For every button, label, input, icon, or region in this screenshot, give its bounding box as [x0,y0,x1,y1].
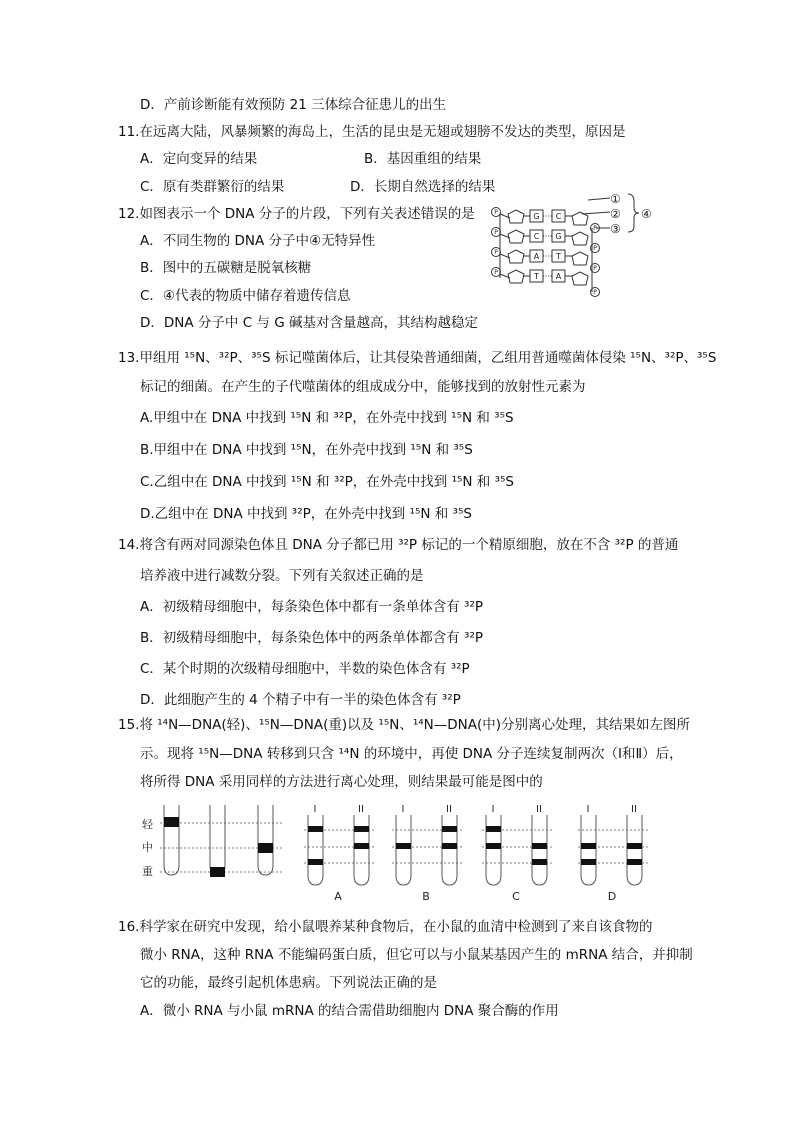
base-label: A [555,272,562,281]
q15-stem-2: 示。现将 ¹⁵N—DNA 转移到只含 ¹⁴N 的环境中，再使 DNA 分子连续复制两次（Ⅰ和Ⅱ）后， [140,746,683,762]
q15-stem-1: 15.将 ¹⁴N—DNA(轻)、¹⁵N—DNA(重)以及 ¹⁵N、¹⁴N—DNA(中)分别离心处理，其结果如左图所 [118,717,691,733]
q11-option-a: A．定向变异的结果 [140,151,258,167]
tube-i-label: I [586,804,590,815]
light-label: 轻 [142,818,153,831]
tube-i-label: I [401,804,405,815]
base-label: G [555,232,562,241]
q14-option-a: A．初级精母细胞中，每条染色体中都有一条单体含有 ³²P [140,599,483,615]
phosphate-label: P [593,245,597,252]
centrifuge-diagram [138,803,658,903]
q16-stem-1: 16.科学家在研究中发现，给小鼠喂养某种食物后，在小鼠的血清中检测到了来自该食物的 [118,919,653,935]
q11-stem: 11.在远离大陆，风暴频繁的海岛上，生活的昆虫是无翅或翅膀不发达的类型，原因是 [118,124,626,140]
phosphate-label: P [494,229,498,236]
label-3: ③ [610,222,621,236]
base-label: C [555,212,562,221]
base-label: T [534,272,539,281]
base-label: G [533,212,540,221]
q13-option-b: B.甲组中在 DNA 中找到 ¹⁵N，在外壳中找到 ¹⁵N 和 ³⁵S [140,442,473,458]
option-d-label: D [607,890,617,903]
q10-option-d: D．产前诊断能有效预防 21 三体综合征患儿的出生 [140,97,447,113]
q12-stem: 12.如图表示一个 DNA 分子的片段，下列有关表述错误的是 [118,206,475,222]
base-label: A [533,252,540,261]
base-label: C [533,232,540,241]
q16-stem-2: 微小 RNA，这种 RNA 不能编码蛋白质，但它可以与小鼠某基因产生的 mRNA 结合，并抑制 [140,947,693,963]
q12-option-c: C．④代表的物质中储存着遗传信息 [140,288,351,304]
q14-stem-2: 培养液中进行减数分裂。下列有关叙述正确的是 [140,568,424,584]
base-label: T [556,252,561,261]
phosphate-label: P [593,225,597,232]
tube-ii-label: II [631,804,637,815]
tube-i-label: I [313,804,317,815]
label-1: ① [610,192,621,206]
q14-option-b: B．初级精母细胞中，每条染色体中的两条单体都含有 ³²P [140,630,484,646]
heavy-label: 重 [142,865,153,878]
q13-stem-2: 标记的细菌。在产生的子代噬菌体的组成成分中，能够找到的放射性元素为 [140,379,586,395]
option-a-label: A [334,890,342,903]
phosphate-label: P [593,289,597,296]
q16-stem-3: 它的功能，最终引起机体患病。下列说法正确的是 [140,975,437,991]
q15-stem-3: 将所得 DNA 采用同样的方法进行离心处理，则结果最可能是图中的 [140,774,543,790]
q14-option-d: D．此细胞产生的 4 个精子中有一半的染色体含有 ³²P [140,692,461,708]
q13-option-d: D.乙组中在 DNA 中找到 ³²P，在外壳中找到 ¹⁵N 和 ³⁵S [140,506,472,522]
option-c-label: C [512,890,520,903]
q14-option-c: C．某个时期的次级精母细胞中，半数的染色体含有 ³²P [140,661,470,677]
q12-option-a: A．不同生物的 DNA 分子中④无特异性 [140,233,376,249]
q16-option-a: A．微小 RNA 与小鼠 mRNA 的结合需借助细胞内 DNA 聚合酶的作用 [140,1003,559,1019]
q11-option-b: B．基因重组的结果 [364,151,482,167]
q12-option-d: D．DNA 分子中 C 与 G 碱基对含量越高，其结构越稳定 [140,315,478,331]
option-b-label: B [422,890,430,903]
q11-option-d: D．长期自然选择的结果 [350,179,496,195]
phosphate-label: P [494,249,498,256]
q14-stem-1: 14.将含有两对同源染色体且 DNA 分子都已用 ³²P 标记的一个精原细胞，放在不含 ³²P 的普通 [118,537,679,553]
label-2: ② [610,207,621,221]
middle-label: 中 [142,841,153,854]
q13-option-c: C.乙组中在 DNA 中找到 ¹⁵N 和 ³²P，在外壳中找到 ¹⁵N 和 ³⁵S [140,474,514,490]
q12-option-b: B．图中的五碳糖是脱氧核糖 [140,260,312,276]
phosphate-label: P [494,269,498,276]
tube-ii-label: II [446,804,452,815]
tube-ii-label: II [536,804,542,815]
tube-i-label: I [491,804,495,815]
q13-stem-1: 13.甲组用 ¹⁵N、³²P、³⁵S 标记噬菌体后，让其侵染普通细菌，乙组用普通噬菌体侵染 ¹⁵N、³²P、³⁵S [118,350,717,366]
q11-option-c: C．原有类群繁衍的结果 [140,179,285,195]
dna-fragment-diagram [486,192,664,304]
label-4: ④ [641,207,652,221]
tube-ii-label: II [358,804,364,815]
phosphate-label: P [593,265,597,272]
phosphate-label: P [494,209,498,216]
q13-option-a: A.甲组中在 DNA 中找到 ¹⁵N 和 ³²P，在外壳中找到 ¹⁵N 和 ³⁵S [140,410,514,426]
